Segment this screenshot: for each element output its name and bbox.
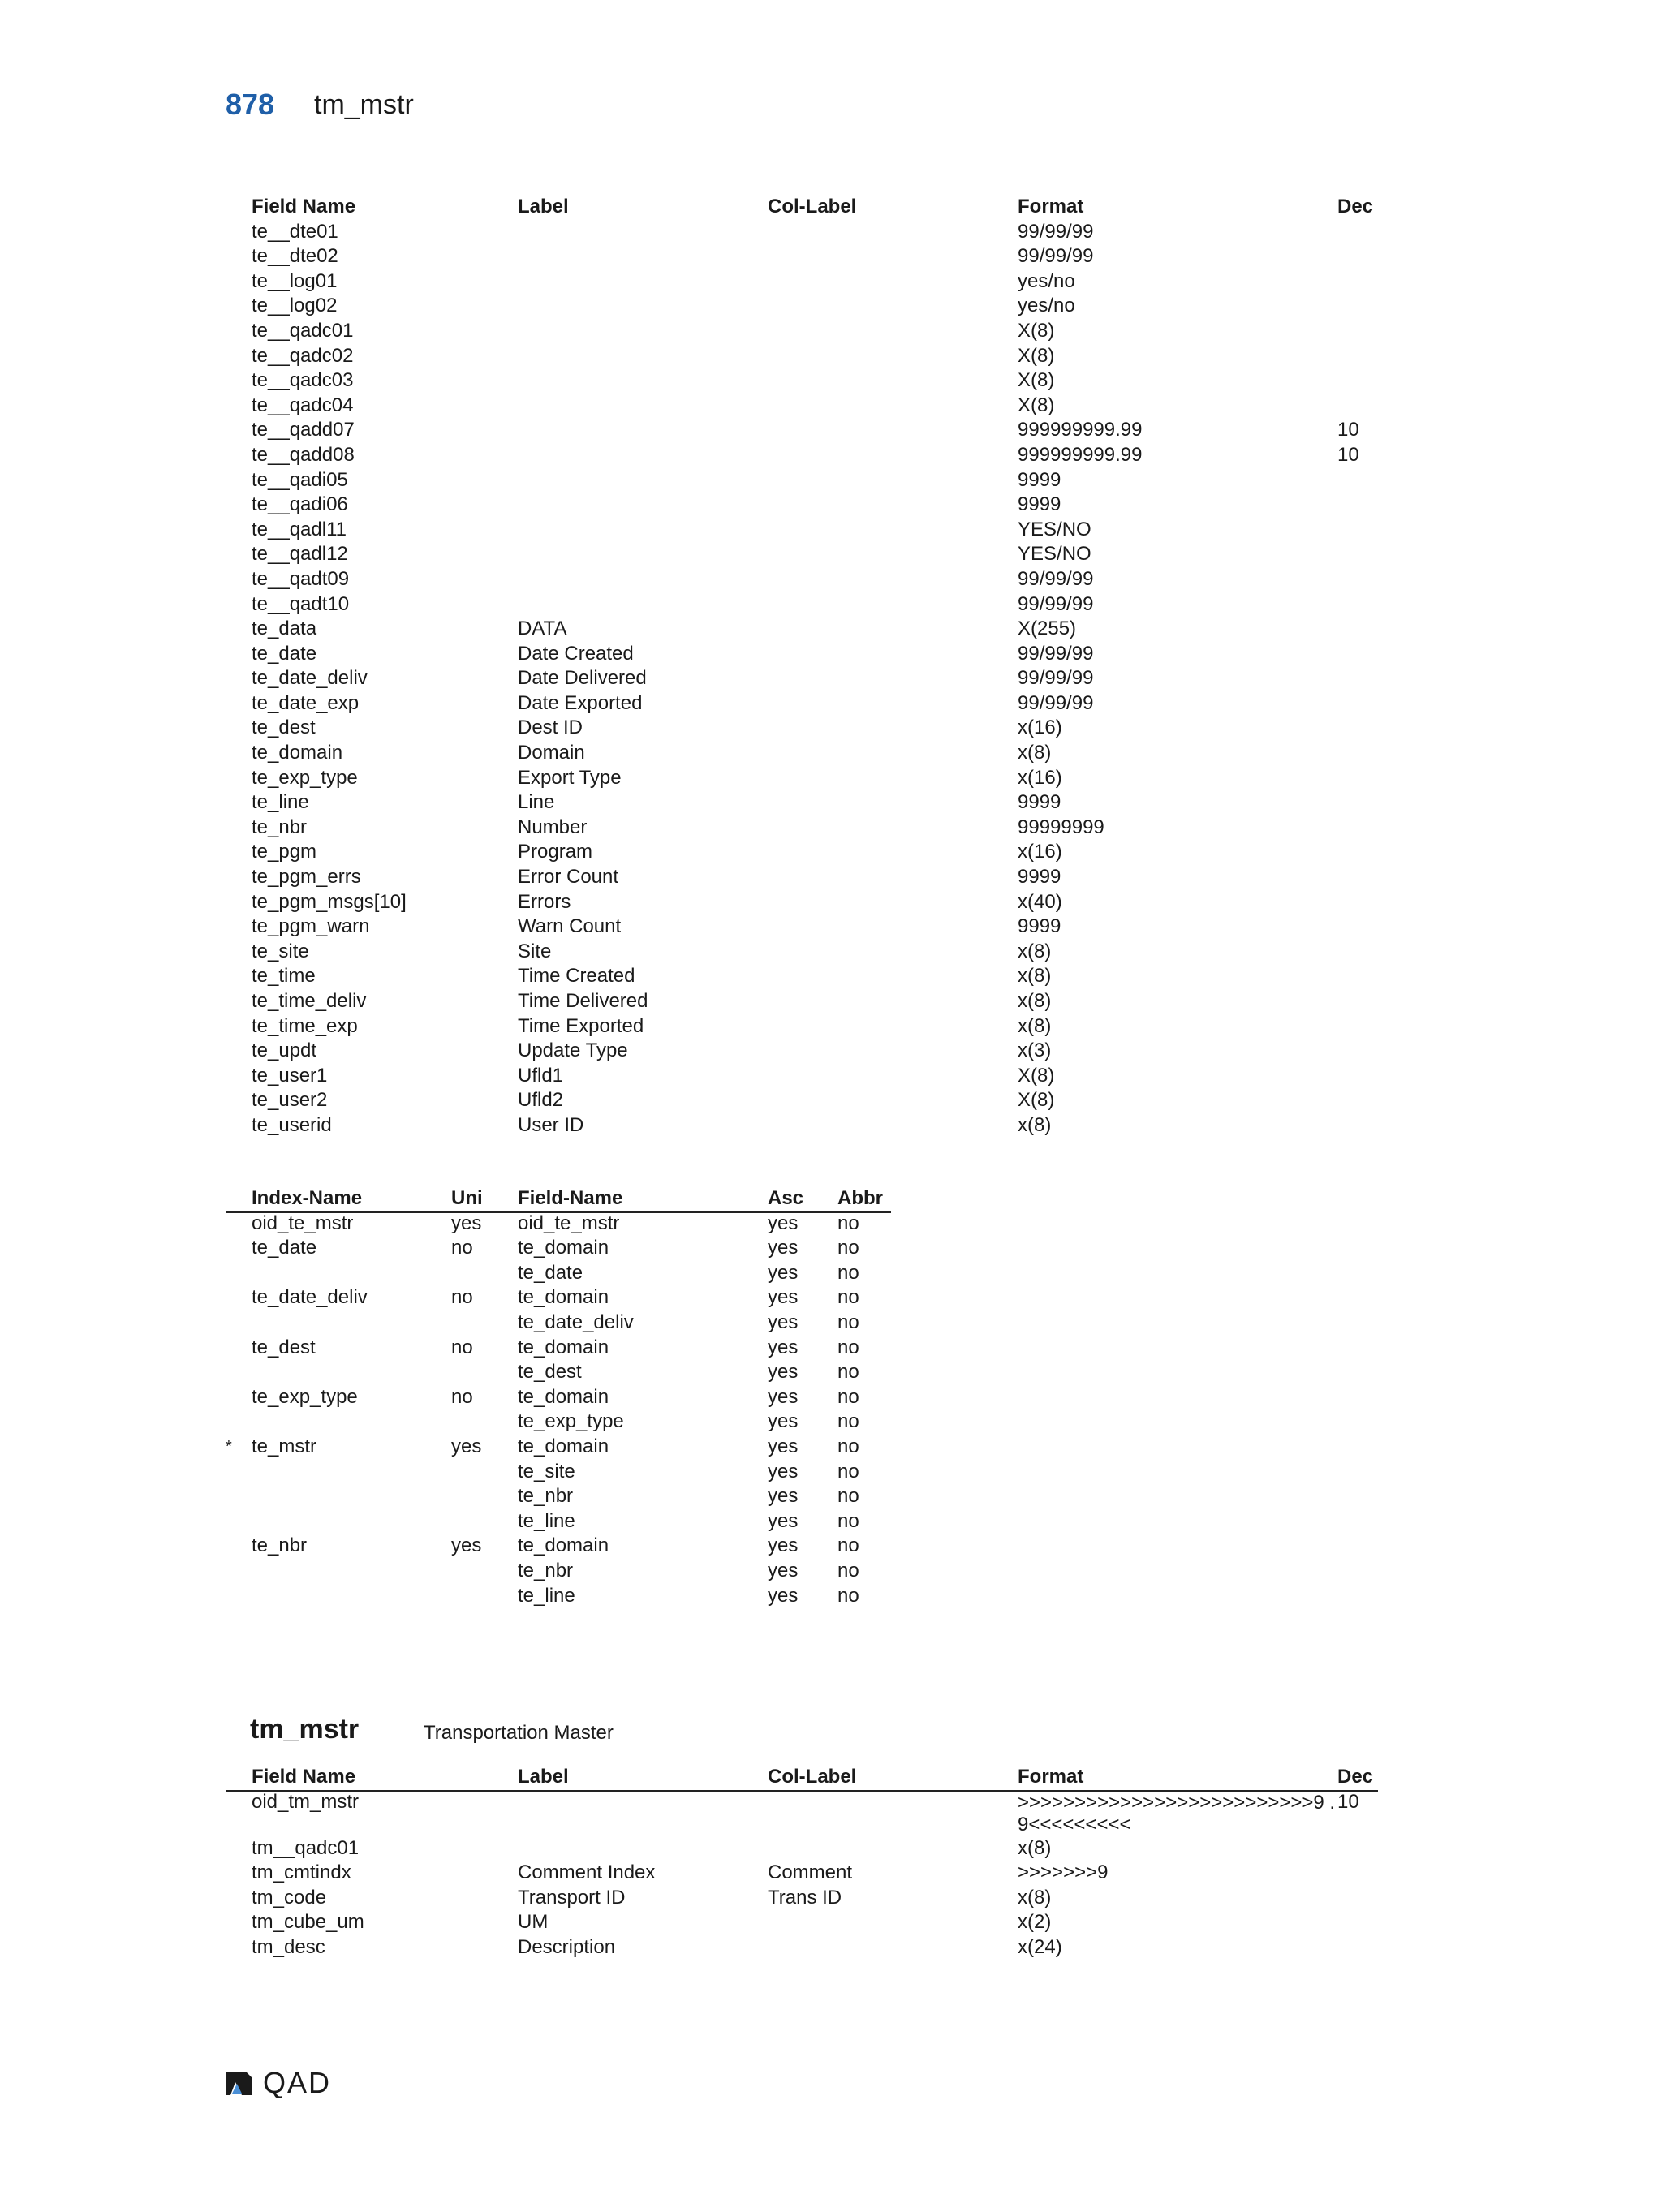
table-row: [226, 1790, 1378, 1836]
asc-cell: yes: [768, 1584, 799, 1607]
header-dec: Dec: [1337, 1766, 1374, 1788]
index-name-cell: te_dest: [252, 1336, 316, 1358]
asc-cell: yes: [768, 1261, 799, 1284]
field-name-cell: tm__qadc01: [252, 1836, 360, 1859]
table-row: [226, 691, 1378, 717]
table-row: [226, 443, 1378, 468]
label-cell: User ID: [518, 1113, 584, 1136]
table-row: [226, 542, 1378, 567]
abbr-cell: no: [837, 1534, 859, 1557]
abbr-cell: no: [837, 1261, 859, 1284]
table-row: [226, 518, 1378, 543]
table-row: [226, 1014, 1378, 1039]
format-cell: X(8): [1018, 344, 1055, 367]
table-row: [226, 989, 1378, 1014]
qad-logo-text: QAD: [263, 2066, 332, 2099]
field-name-cell: te_date: [518, 1261, 583, 1284]
format-cell: x(3): [1018, 1039, 1052, 1062]
field-name-cell: te_line: [518, 1584, 575, 1607]
field-name-cell: te__qadt10: [252, 592, 350, 615]
table-row: [226, 294, 1378, 319]
field-name-cell: te_date_exp: [252, 691, 360, 714]
table-row: [226, 914, 1378, 940]
dec-cell: 10: [1337, 419, 1359, 441]
table-row: [226, 741, 1378, 766]
table-row: [226, 1336, 891, 1361]
uni-cell: no: [451, 1336, 473, 1358]
abbr-cell: no: [837, 1509, 859, 1532]
table-row: [226, 1435, 891, 1460]
table-row: [226, 344, 1378, 369]
index-name-cell: te_date: [252, 1237, 317, 1259]
label-cell: Comment Index: [518, 1861, 656, 1884]
field-name-cell: oid_tm_mstr: [252, 1790, 360, 1813]
field-name-cell: te__qadc03: [252, 369, 354, 392]
field-name-cell: te__qadi05: [252, 468, 348, 491]
abbr-cell: no: [837, 1336, 859, 1358]
format-cell: 9999: [1018, 791, 1061, 814]
field-name-cell: te_domain: [518, 1534, 609, 1557]
field-name-cell: te__log01: [252, 269, 338, 292]
format-cell: X(8): [1018, 319, 1055, 342]
uni-cell: no: [451, 1385, 473, 1408]
field-name-cell: te_userid: [252, 1113, 332, 1136]
format-cell: x(16): [1018, 841, 1062, 863]
table-row: [226, 1836, 1378, 1861]
header-label: Label: [518, 196, 569, 217]
asc-cell: yes: [768, 1460, 799, 1483]
table-row: [226, 1460, 891, 1485]
field-name-cell: te_domain: [518, 1237, 609, 1259]
table-row: [226, 1360, 891, 1385]
label-cell: Warn Count: [518, 915, 622, 938]
abbr-cell: no: [837, 1211, 859, 1234]
header-asc: Asc: [768, 1187, 804, 1209]
asc-cell: yes: [768, 1336, 799, 1358]
header-row: [226, 1186, 891, 1211]
format-cell: 999999999.99: [1018, 419, 1143, 441]
table-row: [226, 840, 1378, 865]
format-cell: x(8): [1018, 742, 1052, 764]
index-name-cell: oid_te_mstr: [252, 1211, 354, 1234]
table-row: [226, 1484, 891, 1509]
page-number: 878: [226, 88, 275, 121]
table-row: [226, 468, 1378, 493]
label-cell: Errors: [518, 890, 571, 913]
asc-cell: yes: [768, 1559, 799, 1582]
abbr-cell: no: [837, 1584, 859, 1607]
field-name-cell: te__qadl11: [252, 518, 347, 540]
label-cell: Date Created: [518, 642, 634, 665]
label-cell: Program: [518, 841, 593, 863]
format-cell: X(8): [1018, 1089, 1055, 1112]
field-name-cell: te_time: [252, 965, 316, 988]
table-row: [226, 865, 1378, 890]
field-name-cell: te__qadt09: [252, 567, 350, 590]
field-name-cell: te__log02: [252, 295, 338, 317]
table-row: [226, 1910, 1378, 1935]
table-row: [226, 368, 1378, 394]
table-row: [226, 244, 1378, 269]
format-cell: 9999: [1018, 915, 1061, 938]
format-cell: X(8): [1018, 394, 1055, 416]
field-name-cell: te_exp_type: [518, 1410, 624, 1433]
header-row: [226, 1765, 1378, 1790]
field-name-cell: oid_te_mstr: [518, 1211, 620, 1234]
format-cell: 9999: [1018, 866, 1061, 889]
qad-logo-icon: [224, 2069, 253, 2097]
field-name-cell: te__qadi06: [252, 493, 348, 516]
table-row: [226, 567, 1378, 592]
index-header-rule: [226, 1211, 891, 1213]
tm-header-rule: [226, 1790, 1378, 1792]
format-cell: 99/99/99: [1018, 667, 1094, 690]
format-cell: X(8): [1018, 1064, 1055, 1087]
abbr-cell: no: [837, 1485, 859, 1508]
table-row: [226, 1509, 891, 1534]
format-cell: x(8): [1018, 965, 1052, 988]
format-cell: >>>>>>>9: [1018, 1861, 1109, 1884]
header-col-label: Col-Label: [768, 1766, 857, 1788]
field-name-cell: te_pgm_errs: [252, 866, 361, 889]
label-cell: Dest ID: [518, 717, 583, 739]
abbr-cell: no: [837, 1310, 859, 1333]
table-row: [226, 220, 1378, 245]
label-cell: Time Exported: [518, 1014, 644, 1037]
label-cell: Description: [518, 1935, 616, 1958]
field-name-cell: te_line: [252, 791, 309, 814]
abbr-cell: no: [837, 1385, 859, 1408]
asc-cell: yes: [768, 1534, 799, 1557]
label-cell: Transport ID: [518, 1886, 626, 1909]
label-cell: Time Delivered: [518, 990, 648, 1012]
abbr-cell: no: [837, 1361, 859, 1384]
field-name-cell: te_time_deliv: [252, 990, 367, 1012]
format-cell: 99999999: [1018, 816, 1104, 838]
table-row: [226, 1039, 1378, 1064]
table-row: [226, 1935, 1378, 1960]
field-table-te-mstr: [226, 195, 1378, 1138]
primary-index-marker: *: [226, 1437, 232, 1456]
table-title-tm-mstr: tm_mstr: [250, 1714, 360, 1745]
label-cell: Time Created: [518, 965, 635, 988]
uni-cell: no: [451, 1286, 473, 1309]
table-row: [226, 1861, 1378, 1886]
table-row: [226, 940, 1378, 965]
uni-cell: yes: [451, 1435, 482, 1457]
field-name-cell: te_site: [252, 940, 309, 962]
field-name-cell: te_domain: [252, 742, 343, 764]
header-dec: Dec: [1337, 196, 1374, 217]
asc-cell: yes: [768, 1385, 799, 1408]
format-cell: 9999: [1018, 493, 1061, 516]
header-abbr: Abbr: [837, 1187, 883, 1209]
field-name-cell: te_nbr: [252, 816, 308, 838]
format-cell: x(16): [1018, 766, 1062, 789]
header-field-name: Field Name: [252, 1766, 356, 1788]
index-name-cell: te_nbr: [252, 1534, 308, 1557]
abbr-cell: no: [837, 1410, 859, 1433]
table-row: [226, 1559, 891, 1584]
label-cell: Site: [518, 940, 552, 962]
table-row: [226, 394, 1378, 419]
field-name-cell: te__qadc01: [252, 319, 354, 342]
label-cell: Domain: [518, 742, 585, 764]
asc-cell: yes: [768, 1237, 799, 1259]
asc-cell: yes: [768, 1361, 799, 1384]
format-cell: x(8): [1018, 1014, 1052, 1037]
table-row: [226, 1211, 891, 1237]
field-name-cell: te__qadd07: [252, 419, 355, 441]
table-row: [226, 1886, 1378, 1911]
label-cell: Date Delivered: [518, 667, 647, 690]
asc-cell: yes: [768, 1286, 799, 1309]
asc-cell: yes: [768, 1509, 799, 1532]
field-name-cell: te_pgm: [252, 841, 317, 863]
header-index-name: Index-Name: [252, 1187, 363, 1209]
table-row: [226, 1261, 891, 1286]
format-cell: >>>>>>>>>>>>>>>>>>>>>>>>>>9 .9<<<<<<<<<: [1018, 1791, 1336, 1835]
asc-cell: yes: [768, 1410, 799, 1433]
label-cell: Ufld1: [518, 1064, 564, 1087]
field-name-cell: te_updt: [252, 1039, 317, 1062]
table-row: [226, 790, 1378, 816]
field-name-cell: te_data: [252, 618, 317, 640]
field-name-cell: te__qadl12: [252, 543, 348, 566]
table-row: [226, 890, 1378, 915]
abbr-cell: no: [837, 1460, 859, 1483]
index-table-te-mstr: [226, 1186, 891, 1608]
label-cell: UM: [518, 1911, 549, 1934]
table-row: [226, 642, 1378, 667]
field-name-cell: te_user2: [252, 1089, 328, 1112]
field-name-cell: te_date_deliv: [518, 1310, 634, 1333]
label-cell: Line: [518, 791, 555, 814]
table-row: [226, 319, 1378, 344]
field-name-cell: te_line: [518, 1509, 575, 1532]
field-name-cell: te_pgm_msgs[10]: [252, 890, 407, 913]
field-name-cell: te__qadd08: [252, 443, 355, 466]
field-name-cell: te_nbr: [518, 1559, 574, 1582]
format-cell: 99/99/99: [1018, 245, 1094, 268]
format-cell: YES/NO: [1018, 518, 1091, 540]
field-name-cell: te__qadc02: [252, 344, 354, 367]
table-row: [226, 592, 1378, 618]
field-table-tm-mstr: [226, 1765, 1378, 1960]
field-name-cell: te__dte02: [252, 245, 338, 268]
field-name-cell: tm_cube_um: [252, 1911, 364, 1934]
table-row: [226, 418, 1378, 443]
col-label-cell: Comment: [768, 1861, 853, 1884]
index-name-cell: te_mstr: [252, 1435, 317, 1457]
table-row: [226, 1285, 891, 1310]
page-title: tm_mstr: [314, 89, 414, 120]
format-cell: x(8): [1018, 1886, 1052, 1909]
abbr-cell: no: [837, 1435, 859, 1457]
format-cell: X(8): [1018, 369, 1055, 392]
table-row: [226, 666, 1378, 691]
table-row: [226, 1409, 891, 1435]
table-row: [226, 1064, 1378, 1089]
label-cell: Ufld2: [518, 1089, 564, 1112]
abbr-cell: no: [837, 1237, 859, 1259]
asc-cell: yes: [768, 1310, 799, 1333]
field-name-cell: te_dest: [252, 717, 316, 739]
asc-cell: yes: [768, 1485, 799, 1508]
field-name-cell: te_site: [518, 1460, 575, 1483]
dec-cell: 10: [1337, 1790, 1359, 1813]
field-name-cell: tm_desc: [252, 1935, 325, 1958]
table-row: [226, 1310, 891, 1336]
format-cell: x(8): [1018, 940, 1052, 962]
field-name-cell: te_pgm_warn: [252, 915, 370, 938]
field-name-cell: te_domain: [518, 1336, 609, 1358]
field-name-cell: te_user1: [252, 1064, 328, 1087]
dec-cell: 10: [1337, 443, 1359, 466]
table-row: [226, 269, 1378, 295]
field-name-cell: tm_cmtindx: [252, 1861, 351, 1884]
header-row: [226, 195, 1378, 220]
uni-cell: no: [451, 1237, 473, 1259]
header-format: Format: [1018, 1766, 1084, 1788]
table-row: [226, 964, 1378, 989]
format-cell: YES/NO: [1018, 543, 1091, 566]
format-cell: 99/99/99: [1018, 220, 1094, 243]
format-cell: yes/no: [1018, 295, 1075, 317]
field-name-cell: te_date: [252, 642, 317, 665]
label-cell: Error Count: [518, 866, 619, 889]
format-cell: 99/99/99: [1018, 592, 1094, 615]
header-label: Label: [518, 1766, 569, 1788]
field-name-cell: te_nbr: [518, 1485, 574, 1508]
field-name-cell: te_domain: [518, 1385, 609, 1408]
format-cell: 99/99/99: [1018, 642, 1094, 665]
field-name-cell: te_time_exp: [252, 1014, 358, 1037]
field-name-cell: te_date_deliv: [252, 667, 368, 690]
col-label-cell: Trans ID: [768, 1886, 842, 1909]
table-row: [226, 493, 1378, 518]
field-name-cell: te_dest: [518, 1361, 582, 1384]
field-name-cell: te__dte01: [252, 220, 338, 243]
label-cell: Export Type: [518, 766, 622, 789]
table-description-tm-mstr: Transportation Master: [424, 1722, 614, 1744]
header-col-label: Col-Label: [768, 196, 857, 217]
uni-cell: yes: [451, 1211, 482, 1234]
table-row: [226, 617, 1378, 642]
format-cell: x(8): [1018, 990, 1052, 1012]
table-row: [226, 716, 1378, 741]
table-row: [226, 1385, 891, 1410]
format-cell: x(40): [1018, 890, 1062, 913]
abbr-cell: no: [837, 1286, 859, 1309]
header-field-name: Field Name: [252, 196, 356, 217]
header-field-name: Field-Name: [518, 1187, 623, 1209]
field-name-cell: te_exp_type: [252, 766, 358, 789]
table-row: [226, 1113, 1378, 1138]
table-row: [226, 1584, 891, 1609]
format-cell: x(8): [1018, 1113, 1052, 1136]
table-row: [226, 1088, 1378, 1113]
format-cell: 999999999.99: [1018, 443, 1143, 466]
abbr-cell: no: [837, 1559, 859, 1582]
label-cell: Date Exported: [518, 691, 643, 714]
table-row: [226, 816, 1378, 841]
format-cell: x(8): [1018, 1836, 1052, 1859]
field-name-cell: te__qadc04: [252, 394, 354, 416]
asc-cell: yes: [768, 1435, 799, 1457]
table-row: [226, 766, 1378, 791]
field-name-cell: tm_code: [252, 1886, 327, 1909]
field-name-cell: te_domain: [518, 1286, 609, 1309]
format-cell: X(255): [1018, 618, 1077, 640]
uni-cell: yes: [451, 1534, 482, 1557]
index-name-cell: te_exp_type: [252, 1385, 358, 1408]
label-cell: Update Type: [518, 1039, 628, 1062]
format-cell: yes/no: [1018, 269, 1075, 292]
field-name-cell: te_domain: [518, 1435, 609, 1457]
asc-cell: yes: [768, 1211, 799, 1234]
index-name-cell: te_date_deliv: [252, 1286, 368, 1309]
format-cell: 99/99/99: [1018, 567, 1094, 590]
header-uni: Uni: [451, 1187, 483, 1209]
table-row: [226, 1236, 891, 1261]
format-cell: x(24): [1018, 1935, 1062, 1958]
label-cell: Number: [518, 816, 588, 838]
format-cell: 99/99/99: [1018, 691, 1094, 714]
header-format: Format: [1018, 196, 1084, 217]
format-cell: x(2): [1018, 1911, 1052, 1934]
table-row: [226, 1534, 891, 1559]
label-cell: DATA: [518, 618, 567, 640]
format-cell: x(16): [1018, 717, 1062, 739]
format-cell: 9999: [1018, 468, 1061, 491]
